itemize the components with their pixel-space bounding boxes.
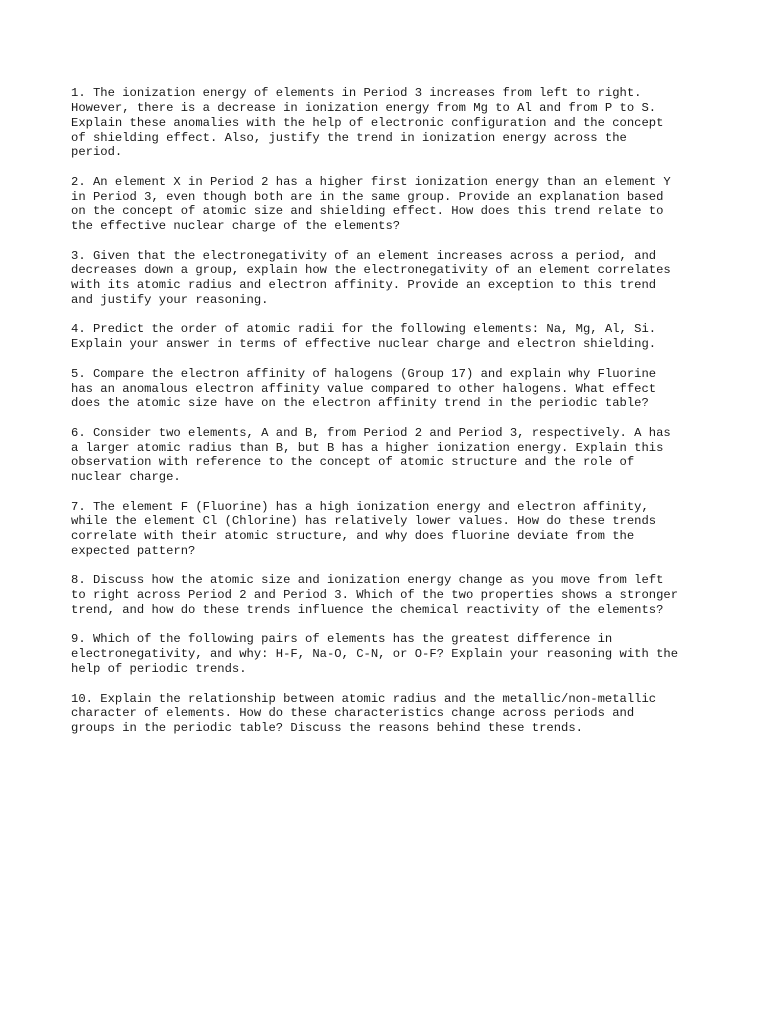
document-page [71, 86, 711, 751]
question-3: 3. Given that the electronegativity of an element increases across a period, and decreases down a group, explain how the electronegativity of an element correlates with its atomic radius and electron affinity. Provide an exception to this trend and justify your reasoning. [71, 248, 671, 308]
question-7: 7. The element F (Fluorine) has a high ionization energy and electron affinity, while the element Cl (Chlorine) has relatively lower values. How do these trends correlate with their atomic structure, and why does fluorine deviate from the expected pattern? [71, 499, 657, 559]
question-8: 8. Discuss how the atomic size and ionization energy change as you move from left to right across Period 2 and Period 3. Which of the two properties shows a stronger trend, and how do these trends influence the chemical reactivity of the elements? [71, 573, 679, 618]
question-4: 4. Predict the order of atomic radii for the following elements: Na, Mg, Al, Si. Explain your answer in terms of effective nuclear charge and electron shielding. [71, 322, 657, 352]
question-10: 10. Explain the relationship between atomic radius and the metallic/non-metallic character of elements. How do these characteristics change across periods and groups in the periodic table? Discuss the reasons behind these trends. [71, 691, 657, 736]
question-6: 6. Consider two elements, A and B, from Period 2 and Period 3, respectively. A has a larger atomic radius than B, but B has a higher ionization energy. Explain this observation with reference to the concept of atomic structure and the role of nuclear charge. [71, 425, 671, 485]
question-1: 1. The ionization energy of elements in Period 3 increases from left to right. However, there is a decrease in ionization energy from Mg to Al and from P to S. Explain these anomalies with the help of electronic configuration and the concept of shielding effect. Also, justify the trend in ionization energy across the period. [71, 86, 664, 160]
question-5: 5. Compare the electron affinity of halogens (Group 17) and explain why Fluorine has an anomalous electron affinity value compared to other halogens. What effect does the atomic size have on the electron affinity trend in the periodic table? [71, 366, 657, 411]
question-2: 2. An element X in Period 2 has a higher first ionization energy than an element Y in Period 3, even though both are in the same group. Provide an explanation based on the concept of atomic size and shielding effect. How does this trend relate to the effective nuclear charge of the elements? [71, 174, 671, 234]
question-9: 9. Which of the following pairs of elements has the greatest difference in electronegativity, and why: H-F, Na-O, C-N, or O-F? Explain your reasoning with the help of periodic trends. [71, 632, 679, 677]
